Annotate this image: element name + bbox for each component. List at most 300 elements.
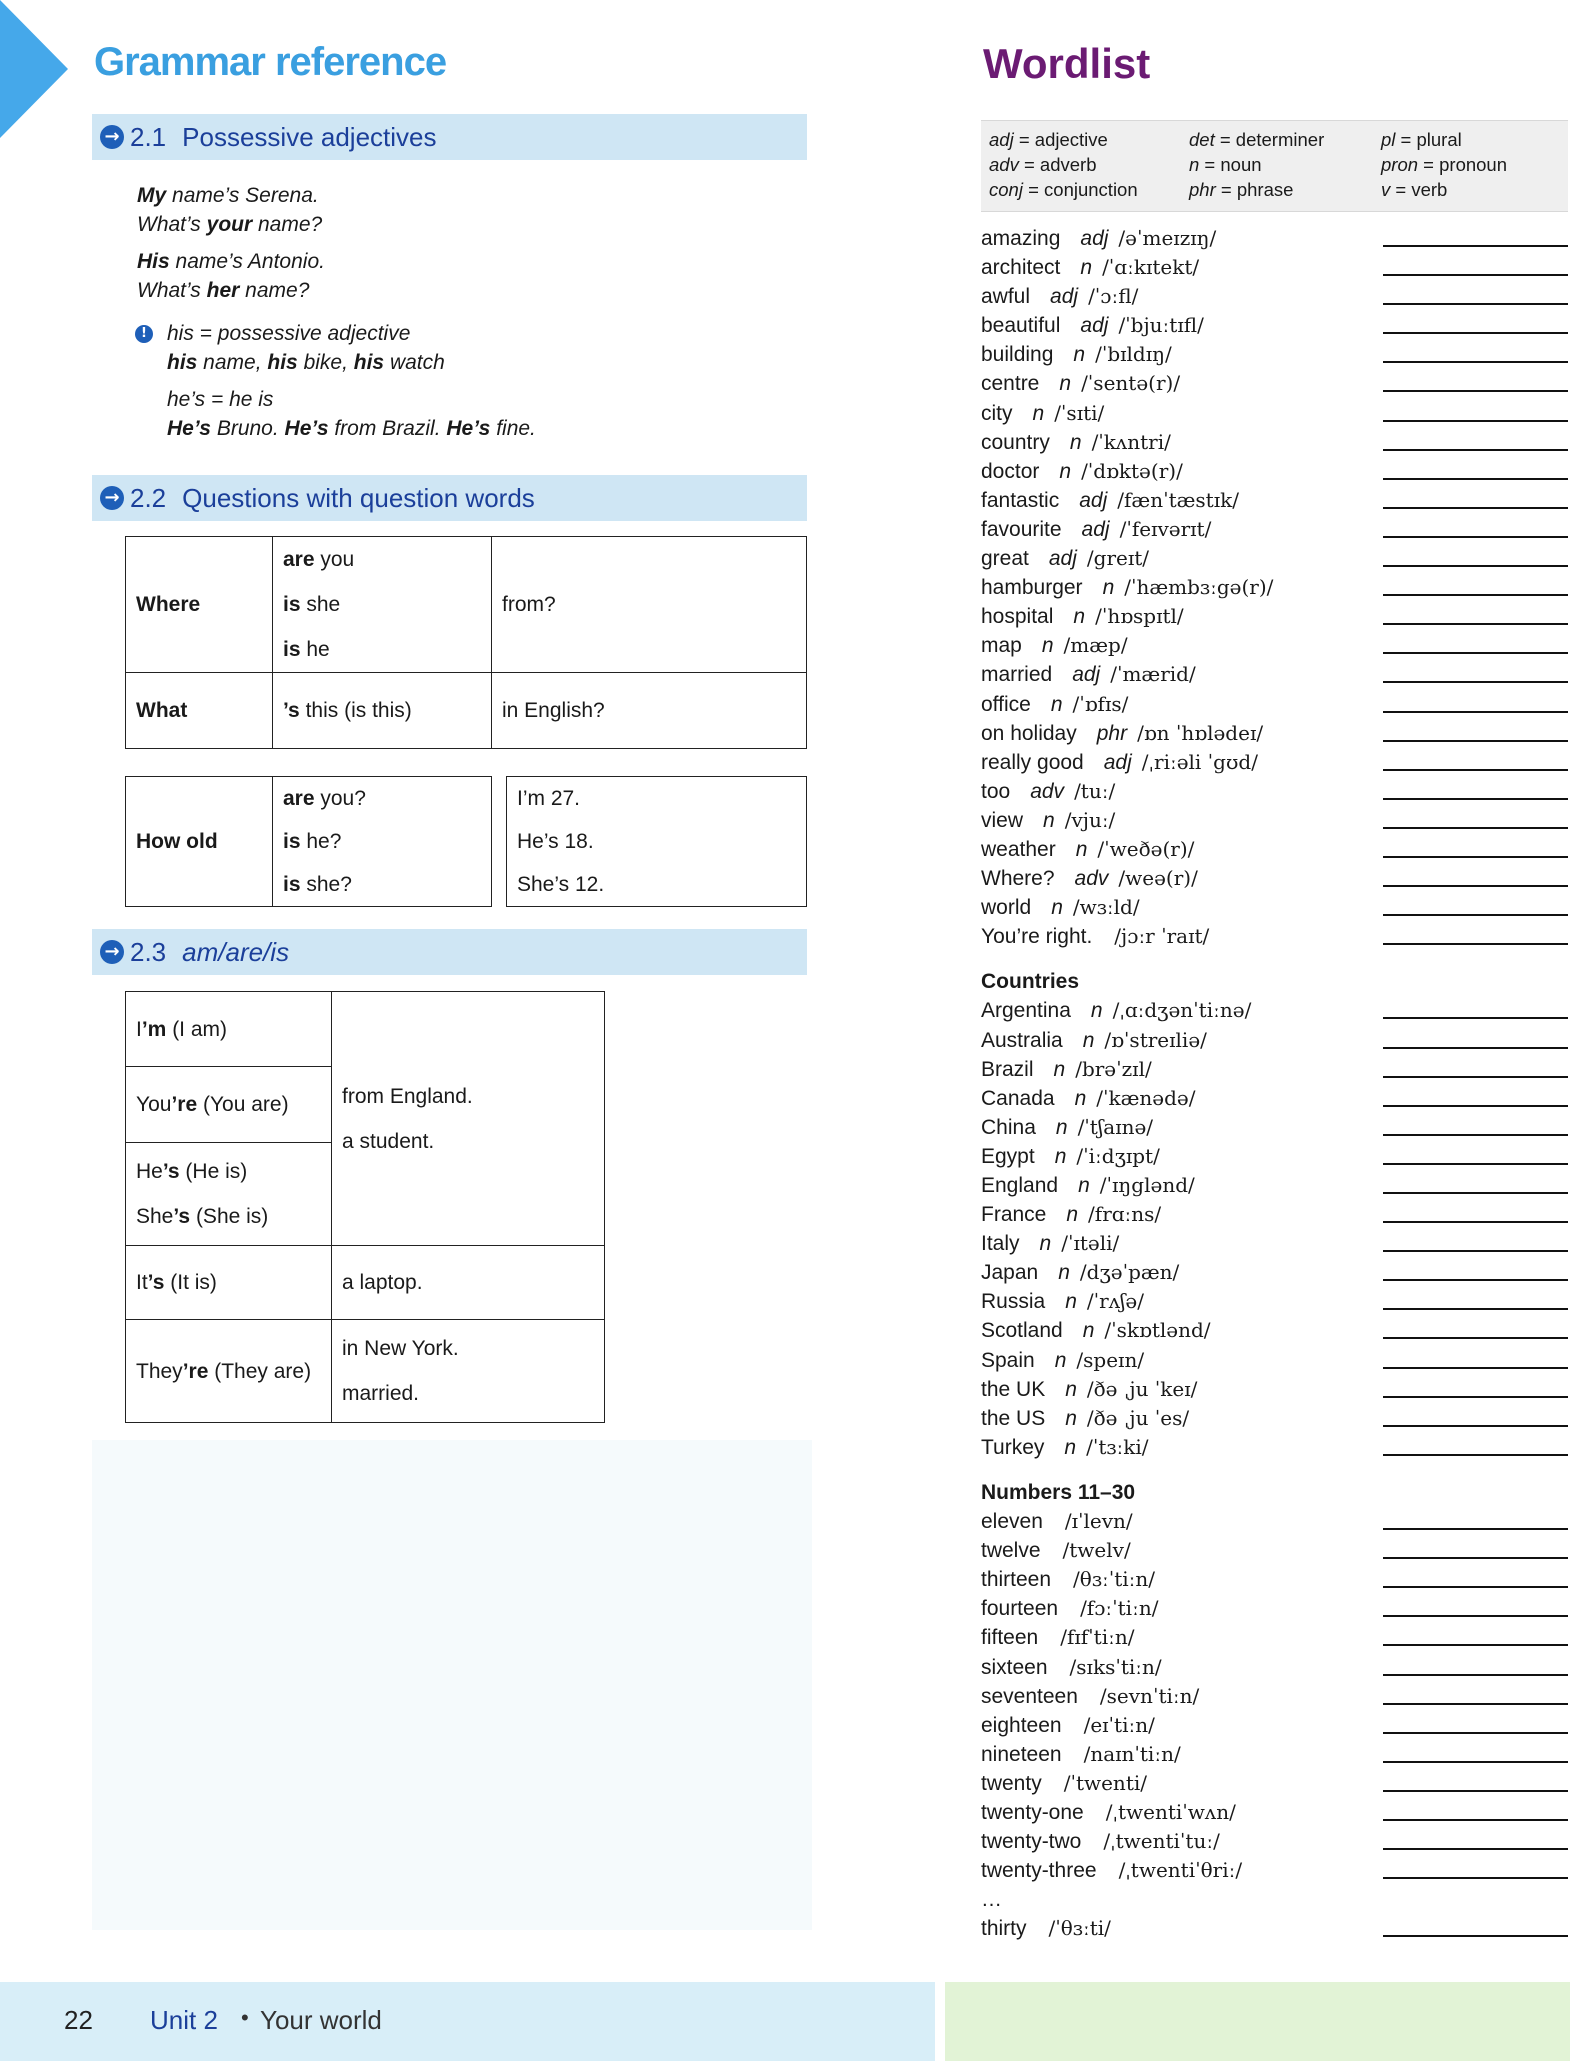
- abbreviation: pron: [1381, 154, 1419, 175]
- pronunciation: /ˈtʃaɪnə/: [1077, 1114, 1154, 1139]
- list-item: [981, 224, 1273, 253]
- answer-line[interactable]: [1383, 478, 1568, 480]
- bold-fragment: He’s: [284, 417, 329, 440]
- pronunciation: /ˈrʌʃə/: [1086, 1289, 1144, 1314]
- text-fragment: I: [136, 1017, 142, 1041]
- verb-line: [283, 820, 481, 863]
- list-item: [981, 428, 1273, 457]
- answer-line[interactable]: [1383, 1586, 1568, 1588]
- entry-word: Canada: [981, 1086, 1055, 1110]
- list-item: [981, 1229, 1273, 1258]
- abbreviation: conj: [989, 179, 1023, 200]
- list-item: [981, 1653, 1273, 1682]
- answer-line[interactable]: [1383, 594, 1568, 596]
- legend-column: [1189, 127, 1324, 202]
- text-fragment: (You are): [197, 1093, 289, 1116]
- subject-cell: [126, 1143, 332, 1246]
- entry-word: too: [981, 779, 1011, 803]
- answer-line[interactable]: [1383, 885, 1568, 887]
- entry-word: Russia: [981, 1290, 1046, 1314]
- section-banner-2-3: [92, 929, 807, 975]
- question-word-cell: What: [126, 673, 273, 749]
- note-line: his = possessive adjective: [167, 322, 411, 345]
- legend-item: [1381, 152, 1507, 177]
- note-line: he’s = he is: [167, 388, 274, 411]
- table-row: [126, 537, 807, 673]
- abbreviation: pl: [1381, 129, 1396, 150]
- entry-word: twenty-two: [981, 1830, 1082, 1854]
- answer-line[interactable]: [1383, 623, 1568, 625]
- entry-word: building: [981, 343, 1054, 367]
- list-item: [981, 835, 1273, 864]
- answer-line[interactable]: [1383, 565, 1568, 567]
- part-of-speech: adj: [1072, 663, 1101, 687]
- legend-item: [989, 127, 1138, 152]
- pronunciation: /ˈkænədə/: [1096, 1085, 1196, 1110]
- faint-bleed-through-panel: [92, 1440, 812, 1930]
- list-item: [981, 1142, 1273, 1171]
- part-of-speech: adj: [1080, 227, 1109, 250]
- part-of-speech: n: [1039, 1232, 1052, 1256]
- question-word-cell: How old: [126, 777, 273, 907]
- group-heading: Numbers 11–30: [981, 1480, 1136, 1504]
- list-item: [981, 1885, 1273, 1914]
- text-fragment: (I am): [166, 1017, 228, 1041]
- answer-line[interactable]: [1383, 1047, 1568, 1049]
- entry-word: China: [981, 1115, 1036, 1139]
- legend-item: [1189, 152, 1324, 177]
- answer-line[interactable]: [1383, 1732, 1568, 1734]
- entry-word: Japan: [981, 1261, 1039, 1285]
- bold-fragment: is: [283, 593, 301, 616]
- part-of-speech: n: [1102, 576, 1115, 600]
- entry-word: view: [981, 808, 1024, 832]
- entry-word: the UK: [981, 1377, 1046, 1401]
- entry-word: …: [981, 1888, 1002, 1912]
- list-item: [981, 996, 1273, 1025]
- bold-fragment: ’s: [162, 1160, 180, 1183]
- answer-line[interactable]: [1383, 711, 1568, 713]
- list-item: [981, 1623, 1273, 1652]
- bold-fragment: ’m: [141, 1017, 167, 1041]
- pronunciation: /əˈmeɪzɪŋ/: [1118, 226, 1217, 250]
- unit-label: Unit 2: [150, 2005, 218, 2035]
- legend-item: [1189, 177, 1324, 202]
- entry-word: beautiful: [981, 314, 1061, 338]
- exclamation-icon: !: [135, 325, 153, 343]
- list-item: [981, 1507, 1273, 1536]
- part-of-speech: n: [1065, 1406, 1077, 1430]
- answer-line[interactable]: [1383, 1076, 1568, 1078]
- bold-fragment: He’s: [446, 417, 491, 440]
- part-of-speech: n: [1058, 1261, 1070, 1285]
- answer-line[interactable]: [1383, 1221, 1568, 1223]
- answer-line[interactable]: [1383, 449, 1568, 451]
- legend-item: [989, 177, 1138, 202]
- entry-word: map: [981, 634, 1022, 658]
- abbreviation: det: [1189, 129, 1215, 150]
- question-word-cell: Where: [126, 537, 273, 673]
- answer-line[interactable]: [1383, 1790, 1568, 1792]
- text-fragment: you?: [314, 787, 366, 810]
- section-number: 2.1: [130, 121, 167, 152]
- pronunciation: /wɜːld/: [1072, 895, 1140, 920]
- answer-line[interactable]: [1383, 303, 1568, 305]
- complement-line: married.: [342, 1382, 420, 1405]
- complement-cell: [332, 1246, 605, 1320]
- part-of-speech: n: [1054, 1144, 1067, 1168]
- bold-fragment: ’s: [147, 1271, 165, 1294]
- answer-line[interactable]: [1383, 1615, 1568, 1617]
- list-item: [981, 1287, 1273, 1316]
- answer-line[interactable]: [1383, 1848, 1568, 1850]
- bold-fragment: his: [167, 351, 198, 374]
- complement-cell: [332, 992, 605, 1246]
- pronunciation: /ˈɒfɪs/: [1072, 691, 1129, 716]
- list-item: [981, 922, 1273, 951]
- text-fragment: from Brazil.: [328, 417, 447, 440]
- entry-word: city: [981, 401, 1013, 425]
- verb-line: [283, 863, 481, 906]
- wordlist-entries: [981, 224, 1273, 1943]
- entry-word: fantastic: [981, 488, 1060, 512]
- entry-word: awful: [981, 285, 1031, 309]
- part-of-speech: n: [1080, 256, 1093, 280]
- bold-fragment: is: [283, 638, 301, 661]
- pronunciation: /ˈiːdʒɪpt/: [1076, 1143, 1160, 1168]
- answer-line[interactable]: [1383, 1308, 1568, 1310]
- text-fragment: He: [136, 1160, 163, 1183]
- list-item: [981, 1914, 1273, 1943]
- meaning: = determiner: [1214, 129, 1325, 150]
- list-item: [981, 1375, 1273, 1404]
- list-item: [981, 1594, 1273, 1623]
- bold-fragment: her: [206, 279, 240, 302]
- abbreviation: n: [1189, 154, 1200, 175]
- answer-line[interactable]: [1383, 1703, 1568, 1705]
- verb-line: [283, 582, 481, 627]
- list-item: [981, 1536, 1273, 1565]
- pronunciation: /ˈθɜːti/: [1048, 1916, 1111, 1941]
- text-fragment: he: [300, 638, 330, 661]
- note-line: [167, 351, 445, 375]
- part-of-speech: n: [1082, 1319, 1095, 1343]
- pronunciation: /ˌtwentiˈθriː/: [1118, 1858, 1243, 1883]
- text-fragment: What’s: [137, 213, 207, 236]
- entry-word: hospital: [981, 605, 1054, 629]
- text-fragment: name,: [197, 351, 268, 374]
- legend-column: [989, 127, 1138, 202]
- part-of-speech: n: [1066, 1203, 1079, 1227]
- list-item: [981, 1346, 1273, 1375]
- pronunciation: /ˈskɒtlənd/: [1104, 1318, 1211, 1343]
- part-of-speech: n: [1043, 808, 1055, 832]
- answer-line[interactable]: [1383, 1819, 1568, 1821]
- entry-word: weather: [981, 837, 1056, 861]
- ending-cell: from?: [492, 537, 807, 673]
- answer-line[interactable]: [1383, 1528, 1568, 1530]
- abbreviation: v: [1381, 179, 1391, 200]
- part-of-speech: n: [1078, 1174, 1090, 1197]
- pronunciation: /naɪnˈtiːn/: [1083, 1741, 1181, 1766]
- entry-word: office: [981, 692, 1031, 716]
- answer-line[interactable]: [1383, 1337, 1568, 1339]
- verb-cell: [273, 673, 492, 749]
- entry-word: really good: [981, 750, 1084, 774]
- bold-fragment: are: [283, 787, 315, 810]
- part-of-speech: n: [1055, 1115, 1068, 1139]
- entry-word: on holiday: [981, 721, 1077, 745]
- legend-column: [1381, 127, 1507, 202]
- meaning: = noun: [1199, 154, 1262, 175]
- list-item: [981, 1258, 1273, 1287]
- answer-line[interactable]: [1383, 1674, 1568, 1676]
- list-item: [981, 1740, 1273, 1769]
- section-banner-2-1: [92, 114, 807, 160]
- answer-line: She’s 12.: [517, 873, 605, 896]
- answer-line[interactable]: [1383, 1105, 1568, 1107]
- list-item: [981, 544, 1273, 573]
- entry-word: seventeen: [981, 1684, 1078, 1708]
- text-fragment: She: [136, 1205, 174, 1228]
- entry-word: amazing: [981, 227, 1061, 250]
- part-of-speech: adj: [1080, 314, 1109, 338]
- answer-line[interactable]: [1383, 390, 1568, 392]
- unit-title: Your world: [260, 2005, 382, 2035]
- entry-word: eleven: [981, 1510, 1043, 1534]
- entry-word: country: [981, 430, 1050, 454]
- answer-line[interactable]: [1383, 943, 1568, 945]
- answer-line[interactable]: [1383, 1396, 1568, 1398]
- answer-line[interactable]: [1383, 1134, 1568, 1136]
- answer-line[interactable]: [1383, 274, 1568, 276]
- bold-fragment: ’re: [171, 1093, 198, 1116]
- part-of-speech: adj: [1081, 517, 1110, 541]
- list-item: [981, 1682, 1273, 1711]
- pronunciation: /fɪfˈtiːn/: [1060, 1625, 1135, 1650]
- answer-line[interactable]: [1383, 536, 1568, 538]
- part-of-speech: n: [1054, 1348, 1067, 1372]
- pronunciation: /dʒəˈpæn/: [1079, 1260, 1180, 1285]
- pronunciation: /ˈhɒspɪtl/: [1095, 604, 1184, 629]
- list-item: [981, 1769, 1273, 1798]
- answer-line[interactable]: [1383, 769, 1568, 771]
- pronunciation: /jɔːr ˈraɪt/: [1114, 924, 1210, 949]
- list-item: [981, 515, 1273, 544]
- pronunciation: /fænˈtæstɪk/: [1117, 487, 1239, 512]
- part-of-speech: n: [1065, 1290, 1077, 1314]
- bold-fragment: your: [206, 213, 253, 236]
- answer-line[interactable]: [1383, 1761, 1568, 1763]
- entry-word: married: [981, 663, 1053, 687]
- entry-word: fourteen: [981, 1597, 1059, 1621]
- bold-fragment: ’re: [182, 1359, 209, 1383]
- answer-line[interactable]: [1383, 681, 1568, 683]
- entry-word: twelve: [981, 1539, 1041, 1563]
- entry-word: France: [981, 1203, 1047, 1227]
- pronunciation: /θɜːˈtiːn/: [1073, 1567, 1156, 1592]
- entry-word: favourite: [981, 517, 1062, 541]
- answer-line[interactable]: [1383, 1163, 1568, 1165]
- arrow-right-circle-icon: →: [100, 125, 124, 149]
- meaning: = verb: [1390, 179, 1448, 200]
- pronunciation: /ˈkʌntri/: [1091, 429, 1171, 454]
- verb-line: [283, 537, 481, 582]
- entry-word: Egypt: [981, 1144, 1035, 1168]
- answer-line[interactable]: [1383, 1367, 1568, 1369]
- corner-tab-triangle: [0, 0, 68, 138]
- answer-line[interactable]: [1383, 332, 1568, 334]
- pronunciation: /ˈdɒktə(r)/: [1081, 458, 1183, 483]
- answer-line[interactable]: [1383, 1250, 1568, 1252]
- page-number: 22: [64, 2005, 93, 2035]
- meaning: = plural: [1395, 129, 1462, 150]
- list-item: [981, 1026, 1273, 1055]
- answer-line[interactable]: [1383, 1017, 1568, 1019]
- text-fragment: he?: [300, 830, 342, 853]
- subject-cell: [126, 1246, 332, 1320]
- answer-line[interactable]: [1383, 1192, 1568, 1194]
- pronunciation: /ˈtwenti/: [1063, 1770, 1147, 1795]
- subject-line: [136, 1149, 321, 1194]
- example-line: [137, 250, 325, 274]
- pronunciation: /ˈɪtəli/: [1061, 1231, 1120, 1256]
- pronunciation: /ˈhæmbɜːgə(r)/: [1124, 575, 1274, 600]
- complement-cell: [332, 1320, 605, 1423]
- list-item: [981, 1113, 1273, 1142]
- answer-line[interactable]: [1383, 652, 1568, 654]
- part-of-speech: n: [1075, 837, 1088, 861]
- subject-line: [136, 1349, 321, 1394]
- text-fragment: bike,: [297, 351, 354, 374]
- part-of-speech: n: [1059, 372, 1072, 396]
- answers-cell: [507, 777, 807, 907]
- meaning: = conjunction: [1022, 179, 1138, 200]
- abbreviation: adj: [989, 129, 1014, 150]
- am-are-is-table: [125, 991, 605, 1423]
- answer-line[interactable]: [1383, 1279, 1568, 1281]
- entry-word: You’re right.: [981, 925, 1093, 949]
- pronunciation: /eɪˈtiːn/: [1083, 1712, 1155, 1737]
- bold-fragment: his: [267, 351, 298, 374]
- entry-word: twenty: [981, 1771, 1042, 1795]
- pronunciation: /sɪksˈtiːn/: [1069, 1654, 1162, 1679]
- text-fragment: (It is): [164, 1271, 217, 1294]
- answer-line[interactable]: [1383, 827, 1568, 829]
- text-fragment: They: [136, 1359, 183, 1383]
- pronunciation: /ˈsentə(r)/: [1081, 371, 1181, 396]
- entry-word: centre: [981, 372, 1040, 396]
- part-of-speech: n: [1073, 343, 1086, 367]
- wordlist-title: Wordlist: [983, 40, 1151, 87]
- list-item: [981, 457, 1273, 486]
- bold-fragment: his: [353, 351, 385, 374]
- list-item: [981, 1433, 1273, 1462]
- list-item: [981, 893, 1273, 922]
- pronunciation: /ˈtɜːki/: [1086, 1434, 1149, 1459]
- text-fragment: (She is): [190, 1205, 269, 1228]
- list-item: [981, 660, 1273, 689]
- pronunciation: /ˌɑːdʒənˈtiːnə/: [1112, 998, 1252, 1023]
- list-item: [981, 1084, 1273, 1113]
- abbreviation: phr: [1189, 179, 1216, 200]
- answer-line[interactable]: [1383, 507, 1568, 509]
- answer-line[interactable]: [1383, 856, 1568, 858]
- arrow-right-circle-icon: →: [100, 486, 124, 510]
- entry-word: fifteen: [981, 1626, 1039, 1650]
- list-item: [981, 340, 1273, 369]
- meaning: = adjective: [1013, 129, 1108, 150]
- answer-line[interactable]: [1383, 245, 1568, 247]
- entry-word: Where?: [981, 867, 1055, 891]
- complement-line: a laptop.: [342, 1271, 423, 1294]
- text-fragment: (They are): [208, 1359, 312, 1383]
- answer-line[interactable]: [1383, 1454, 1568, 1456]
- entry-word: Turkey: [981, 1435, 1045, 1459]
- list-item: [981, 1565, 1273, 1594]
- how-old-table: [125, 776, 492, 907]
- entry-word: world: [981, 896, 1032, 920]
- part-of-speech: n: [1050, 692, 1063, 716]
- answer-line[interactable]: [1383, 740, 1568, 742]
- section-title: am/are/is: [182, 936, 290, 967]
- how-old-answers-table: [506, 776, 807, 907]
- entry-word: Italy: [981, 1232, 1020, 1256]
- meaning: = adverb: [1018, 154, 1097, 175]
- answer-line[interactable]: [1383, 1877, 1568, 1879]
- table-row: [126, 992, 605, 1067]
- entry-word: twenty-one: [981, 1800, 1084, 1824]
- part-of-speech: n: [1041, 634, 1054, 658]
- answer-line[interactable]: [1383, 420, 1568, 422]
- pronunciation: /ˈbɪldɪŋ/: [1095, 342, 1172, 367]
- entry-word: England: [981, 1174, 1059, 1197]
- answer-line[interactable]: [1383, 361, 1568, 363]
- example-line: [137, 279, 309, 303]
- answer-line[interactable]: [1383, 1935, 1568, 1937]
- answer-line[interactable]: [1383, 1644, 1568, 1646]
- list-item: [981, 1711, 1273, 1740]
- pronunciation: /greɪt/: [1086, 546, 1150, 571]
- bold-fragment: are: [283, 548, 315, 571]
- list-item: [981, 1856, 1273, 1885]
- pronunciation: /ˌtwentiˈtuː/: [1103, 1829, 1220, 1854]
- section-banner-2-2: [92, 475, 807, 521]
- list-item: [981, 777, 1273, 806]
- part-of-speech: n: [1053, 1057, 1066, 1081]
- answer-line[interactable]: [1383, 914, 1568, 916]
- part-of-speech: phr: [1096, 721, 1128, 745]
- pronunciation: /ɒn ˈhɒlədeɪ/: [1137, 720, 1264, 745]
- answer-line[interactable]: [1383, 798, 1568, 800]
- footer-band-right: [945, 1982, 1570, 2061]
- text-fragment: she: [300, 593, 341, 616]
- pronunciation: /ˈɑːkɪtekt/: [1102, 255, 1200, 280]
- pronunciation: /ɒˈstreɪliə/: [1104, 1027, 1207, 1052]
- answer-line[interactable]: [1383, 1425, 1568, 1427]
- list-item: [981, 573, 1273, 602]
- answer-line[interactable]: [1383, 1557, 1568, 1559]
- legend-item: [989, 152, 1138, 177]
- bold-fragment: My: [137, 184, 167, 207]
- text-fragment: What’s: [137, 279, 207, 302]
- entry-word: hamburger: [981, 576, 1083, 600]
- pronunciation: /ˈsɪti/: [1054, 400, 1105, 425]
- complement-line: from England.: [342, 1084, 473, 1108]
- pronunciation: /vjuː/: [1064, 807, 1116, 832]
- pronunciation: /ˈfeɪvərɪt/: [1119, 516, 1212, 541]
- text-fragment: name’s Antonio.: [169, 250, 325, 273]
